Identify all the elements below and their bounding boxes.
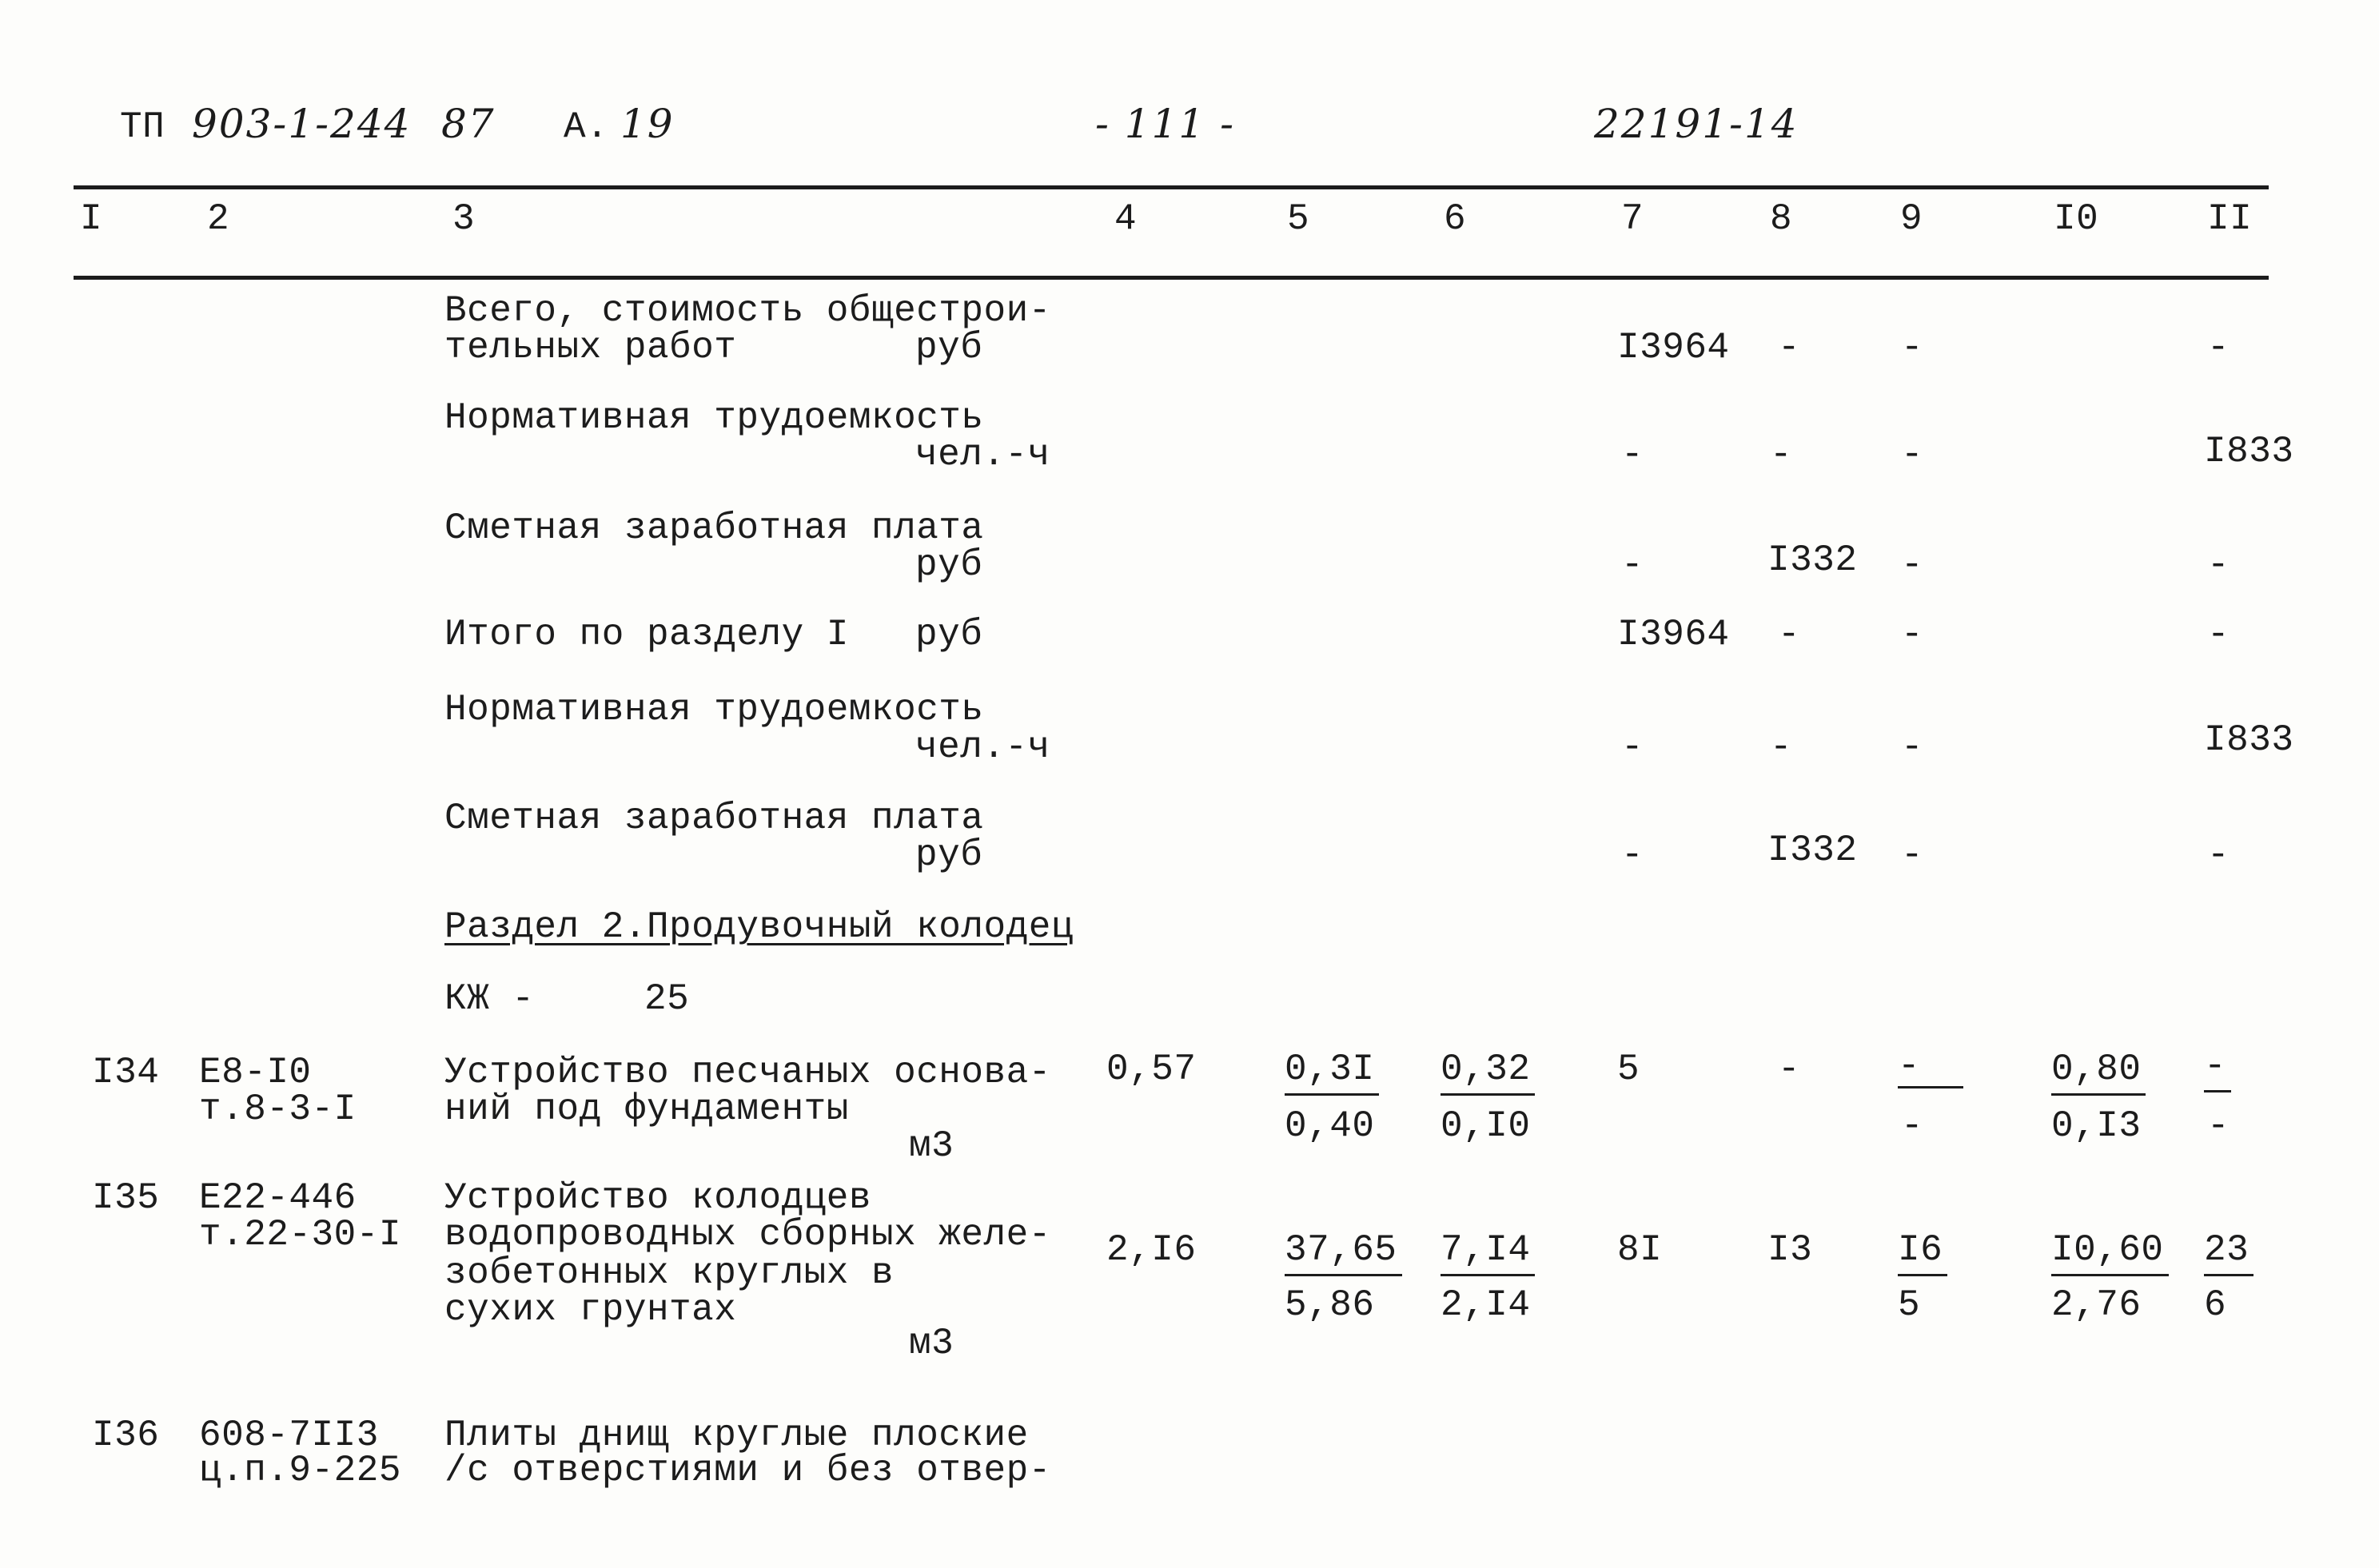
summary-col7: - (1621, 726, 1644, 768)
summary-unit: руб (915, 327, 983, 368)
item-description-cont: водопроводных сборных желе- (444, 1214, 1051, 1256)
summary-col9: - (1901, 726, 1924, 768)
column-header-1: I (80, 198, 103, 240)
column-header-4: 4 (1114, 198, 1138, 240)
summary-col11: - (2207, 327, 2230, 368)
item-description: Устройство песчаных основа- (444, 1052, 1051, 1093)
document-number: 22191-14 (1594, 101, 1799, 147)
summary-label: Итого по разделу I (444, 614, 849, 655)
item-col6-bottom: 2,I4 (1441, 1284, 1531, 1326)
summary-col8: - (1770, 726, 1793, 768)
item-description-cont: зобетонных круглых в (444, 1252, 895, 1294)
item-col10-bottom: 0,I3 (2051, 1105, 2142, 1147)
column-header-6: 6 (1444, 198, 1467, 240)
item-col9-top: I6 (1898, 1229, 1947, 1276)
item-col10-top: 0,80 (2051, 1049, 2146, 1096)
column-header-7: 7 (1621, 198, 1644, 240)
item-number: I36 (92, 1415, 160, 1456)
column-header-9: 9 (1900, 198, 1923, 240)
item-col10-bottom: 2,76 (2051, 1284, 2142, 1326)
item-unit: м3 (909, 1323, 954, 1364)
doc-code: 903-1-244 (192, 101, 412, 147)
summary-col11: - (2207, 614, 2230, 655)
item-code: 608-7II3 (199, 1415, 379, 1456)
item-col6-top: 7,I4 (1441, 1229, 1535, 1276)
table-rule-top (74, 185, 2269, 189)
summary-col8: I332 (1767, 830, 1858, 871)
summary-unit: руб (915, 834, 983, 876)
summary-col8: - (1778, 614, 1801, 655)
summary-unit: руб (915, 614, 983, 655)
item-code: Е22-446 (199, 1177, 357, 1219)
summary-col9: - (1901, 434, 1924, 476)
item-col9-bottom: 5 (1898, 1284, 1921, 1326)
album-number: 19 (620, 101, 675, 147)
item-description-cont: сухих грунтах (444, 1289, 737, 1331)
item-col8: - (1778, 1049, 1801, 1090)
column-header-5: 5 (1287, 198, 1310, 240)
summary-col7: - (1621, 544, 1644, 586)
item-description-cont: ний под фундаменты (444, 1088, 849, 1130)
item-number: I35 (92, 1177, 160, 1219)
item-col11-bottom: 6 (2204, 1284, 2227, 1326)
summary-col11: - (2207, 544, 2230, 586)
summary-label: Сметная заработная плата (444, 507, 984, 549)
section-title: Раздел 2.Продувочный колодец (444, 906, 1074, 948)
item-code-ref: т.8-3-I (199, 1088, 357, 1130)
item-col11-bottom: - (2207, 1105, 2230, 1147)
column-header-11: II (2207, 198, 2253, 240)
item-col7: 5 (1617, 1049, 1640, 1090)
item-col7: 8I (1617, 1229, 1663, 1271)
summary-col8: I332 (1767, 539, 1858, 581)
section-mark-number: 25 (644, 978, 690, 1020)
summary-col9: - (1901, 327, 1924, 368)
item-col9-top: - (1898, 1049, 1963, 1088)
page-number: - 111 - (1095, 101, 1236, 147)
item-col6-bottom: 0,I0 (1441, 1105, 1531, 1147)
item-col5-top: 37,65 (1285, 1229, 1402, 1276)
summary-label: Нормативная трудоемкость (444, 689, 984, 730)
item-col10-top: I0,60 (2051, 1229, 2169, 1276)
summary-col9: - (1901, 614, 1924, 655)
summary-col7: I3964 (1617, 614, 1730, 655)
summary-col9: - (1901, 834, 1924, 876)
summary-col8: - (1770, 434, 1793, 476)
column-header-3: 3 (452, 198, 476, 240)
album-label: А. (564, 106, 609, 148)
item-unit: м3 (909, 1125, 954, 1167)
item-col8: I3 (1767, 1229, 1813, 1271)
table-rule-header-bottom (74, 276, 2269, 280)
item-col5-bottom: 0,40 (1285, 1105, 1375, 1147)
item-col5-bottom: 5,86 (1285, 1284, 1375, 1326)
summary-col11: I833 (2204, 719, 2294, 761)
column-header-2: 2 (207, 198, 230, 240)
summary-label: Сметная заработная плата (444, 798, 984, 839)
summary-col7: I3964 (1617, 327, 1730, 368)
summary-unit: чел.-ч (915, 434, 1050, 476)
item-col11-top: 23 (2204, 1229, 2253, 1276)
item-description: Плиты днищ круглые плоские (444, 1415, 1029, 1456)
column-header-8: 8 (1770, 198, 1793, 240)
summary-unit: руб (915, 544, 983, 586)
summary-col7: - (1621, 834, 1644, 876)
summary-col9: - (1901, 544, 1924, 586)
column-header-10: I0 (2054, 198, 2099, 240)
item-code-ref: т.22-30-I (199, 1214, 401, 1256)
item-description-cont: /с отверстиями и без отвер- (444, 1450, 1051, 1491)
section-mark: КЖ - (444, 978, 535, 1020)
item-code: Е8-I0 (199, 1052, 312, 1093)
summary-col11: - (2207, 834, 2230, 876)
summary-unit: чел.-ч (915, 726, 1050, 768)
item-col11-top: - (2204, 1045, 2231, 1092)
item-col5-top: 0,3I (1285, 1049, 1379, 1096)
doc-code-prefix: ТП (120, 106, 165, 148)
summary-col11: I833 (2204, 431, 2294, 472)
item-description: Устройство колодцев (444, 1177, 871, 1219)
summary-col8: - (1778, 327, 1801, 368)
item-col4: 0,57 (1106, 1049, 1197, 1090)
item-code-ref: ц.п.9-225 (199, 1450, 401, 1491)
summary-label: Всего, стоимость общестрои- (444, 290, 1051, 332)
doc-year: 87 (441, 101, 496, 147)
summary-label: Нормативная трудоемкость (444, 397, 984, 439)
summary-col7: - (1621, 434, 1644, 476)
item-col6-top: 0,32 (1441, 1049, 1535, 1096)
summary-label-cont: тельных работ (444, 327, 737, 368)
item-number: I34 (92, 1052, 160, 1093)
item-col9-bottom: - (1901, 1105, 1924, 1147)
item-col4: 2,I6 (1106, 1229, 1197, 1271)
